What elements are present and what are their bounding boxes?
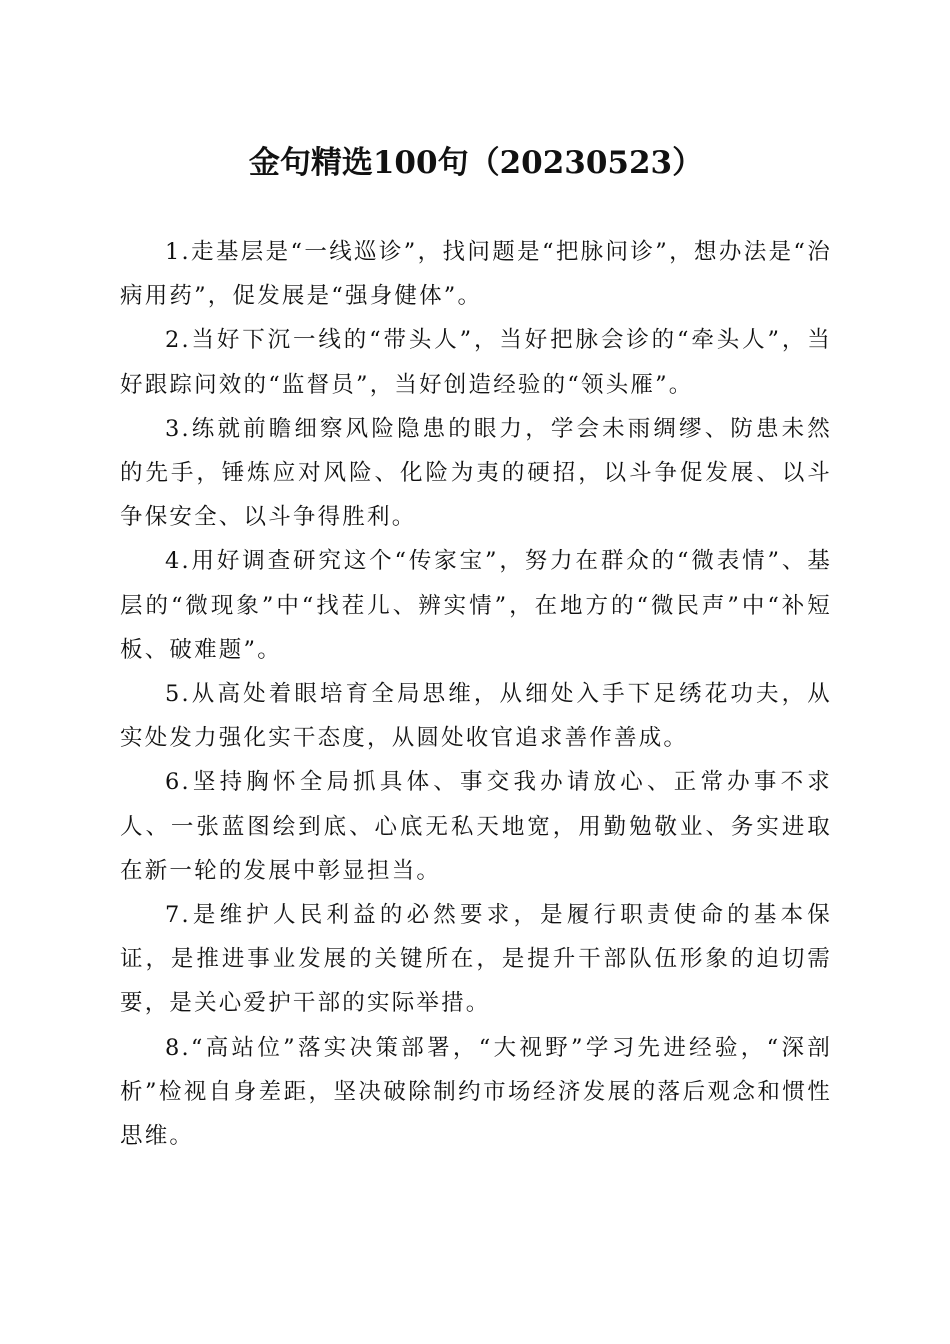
document-title: 金句精选100句（20230523） xyxy=(248,145,704,181)
paragraph-2: 2.当好下沉一线的“带头人”，当好把脉会诊的“牵头人”，当好跟踪问效的“监督员”，当好创造经验的“领头雁”。 xyxy=(120,327,832,398)
paragraph-6: 6.坚持胸怀全局抓具体、事交我办请放心、正常办事不求人、一张蓝图绘到底、心底无私天地宽，用勤勉敬业、务实进取在新一轮的发展中彰显担当。 xyxy=(120,769,832,884)
paragraph-7: 7.是维护人民利益的必然要求，是履行职责使命的基本保证，是推进事业发展的关键所在，是提升干部队伍形象的迫切需要，是关心爱护干部的实际举措。 xyxy=(120,902,832,1017)
paragraph-3: 3.练就前瞻细察风险隐患的眼力，学会未雨绸缪、防患未然的先手，锤炼应对风险、化险为夷的硬招，以斗争促发展、以斗争保安全、以斗争得胜利。 xyxy=(120,415,832,531)
paragraph-5: 5.从高处着眼培育全局思维，从细处入手下足绣花功夫，从实处发力强化实干态度，从圆处收官追求善作善成。 xyxy=(120,681,832,752)
paragraph-4: 4.用好调查研究这个“传家宝”，努力在群众的“微表情”、基层的“微现象”中“找茬儿、辨实情”，在地方的“微民声”中“补短板、破难题”。 xyxy=(120,548,832,663)
paragraph-1: 1.走基层是“一线巡诊”，找问题是“把脉问诊”，想办法是“治病用药”，促发展是“强身健体”。 xyxy=(120,239,832,310)
document-body xyxy=(120,230,832,1158)
paragraph-8: 8.“高站位”落实决策部署，“大视野”学习先进经验，“深剖析”检视自身差距，坚决破除制约市场经济发展的落后观念和惯性思维。 xyxy=(120,1034,832,1150)
